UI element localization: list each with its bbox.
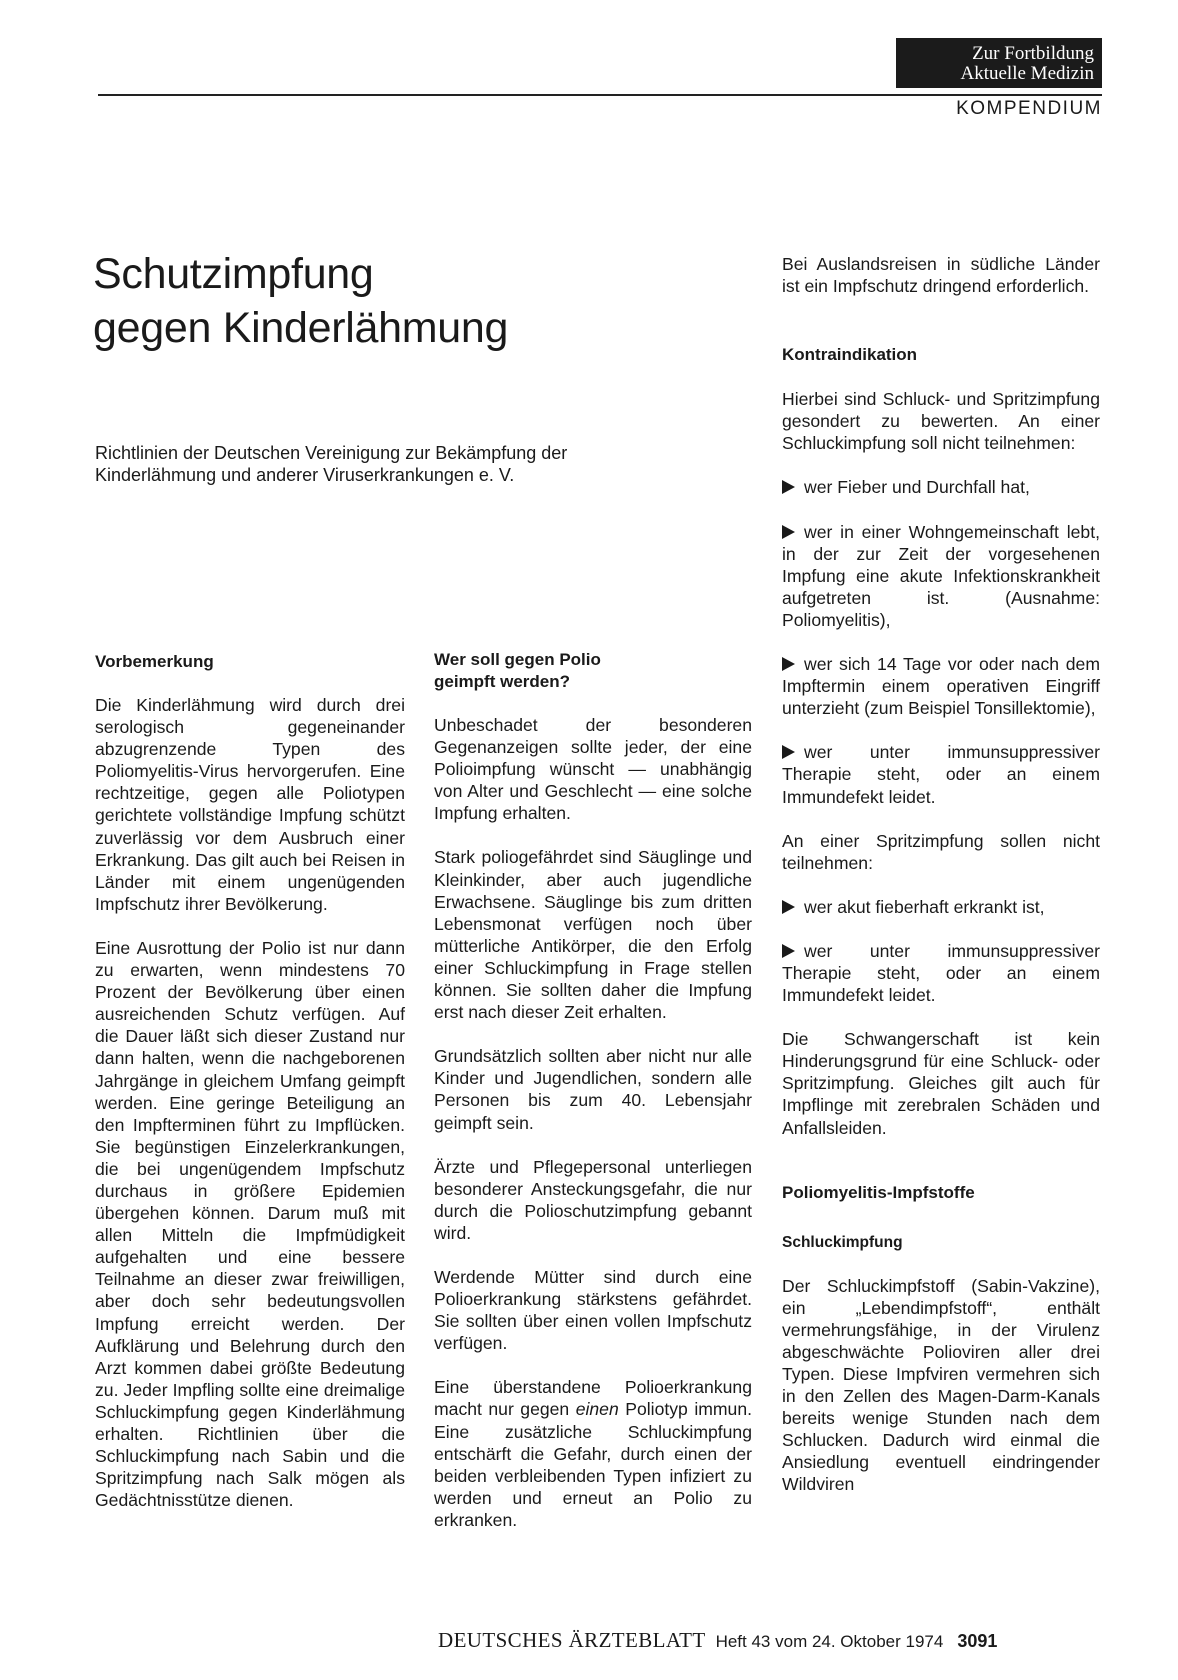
heading-wer-soll [434, 649, 752, 693]
bullet-text: wer akut fieberhaft erkrankt ist, [804, 896, 1045, 917]
paragraph: Stark poliogefährdet sind Säuglinge und Kleinkinder, aber auch jugendliche Erwachsene. Säuglinge bis zum dritten Lebensmonat verfügen noch über mütterliche Antikörper, die den Erfolg einer Schluckimpfung in Frage stellen können. Sie sollten daher die Impfung erst nach dieser Zeit erhalten. [434, 847, 752, 1023]
column-2 [434, 649, 752, 1553]
paragraph: Grundsätzlich sollten aber nicht nur alle Kinder und Jugendlichen, sondern alle Personen bis zum 40. Lebensjahr geimpft sein. [434, 1046, 752, 1133]
bullet-text: wer in einer Wohngemeinschaft lebt, in der zur Zeit der vorgesehenen Impfung eine akute Infektionskrankheit aufgetreten ist. (Ausnahme: Poliomyelitis), [782, 521, 1100, 630]
issue-info: Heft 43 vom 24. Oktober 1974 [715, 1632, 944, 1651]
bullet-item [782, 521, 1100, 631]
emphasis-einen: einen [575, 1399, 619, 1420]
badge-line-1: Zur Fortbildung [972, 43, 1094, 64]
paragraph: Ärzte und Pflegepersonal unterliegen besonderer Ansteckungsgefahr, die nur durch die Polioschutzimpfung gebannt wird. [434, 1156, 752, 1243]
bullet-text: wer Fieber und Durchfall hat, [804, 477, 1030, 498]
title-line-1: Schutzimpfung [93, 250, 374, 298]
column-1 [95, 651, 405, 1533]
bullet-text: wer sich 14 Tage vor oder nach dem Impftermin einem operativen Eingriff unterzieht (zum Beispiel Tonsillektomie), [782, 654, 1100, 719]
title-line-2: gegen Kinderlähmung [93, 304, 509, 352]
bullet-item [782, 476, 1100, 498]
triangle-bullet-icon [782, 480, 795, 494]
paragraph: Eine Ausrottung der Polio ist nur dann zu erwarten, wenn mindestens 70 Prozent der Bevölkerung über einen ausreichenden Schutz verfügen. Auf die Dauer läßt sich dieser Zustand nur dann halten, wenn die nachgeborenen Jahrgänge in gleichem Umfang geimpft werden. Eine geringe Beteiligung an den Impfterminen führt zu Impflücken. Sie begünstigen Einzelerkrankungen, die bei ungenügendem Impfschutz durchaus in größere Epidemien übergehen können. Darum muß mit allen Mitteln die Impfmüdigkeit aufgehalten und eine bessere Teilnahme an dieser zwar freiwilligen, aber doch sehr bedeutungsvollen Impfung erreicht werden. Der Aufklärung und Belehrung durch den Arzt kommen dabei größte Bedeutung zu. Jeder Impfling sollte eine dreimalige Schluckimpfung gegen Kinderlähmung erhalten. Richtlinien über die Schluckimpfung nach Sabin und die Spritzimpfung nach Salk mögen als Gedächtnisstütze dienen. [95, 937, 405, 1511]
paragraph: An einer Spritzimpfung sollen nicht teilnehmen: [782, 830, 1100, 873]
heading-schluckimpfung: Schluckimpfung [782, 1233, 903, 1251]
bullet-text: wer unter immunsuppressiver Therapie steht, oder an einem Immundefekt leidet. [782, 742, 1100, 807]
paragraph: Hierbei sind Schluck- und Spritzimpfung gesondert zu bewerten. An einer Schluckimpfung soll nicht teilnehmen: [782, 389, 1100, 454]
bullet-item [782, 896, 1100, 918]
paragraph: Werdende Mütter sind durch eine Polioerkrankung stärkstens gefährdet. Sie sollten über einen vollen Impfschutz verfügen. [434, 1266, 752, 1354]
triangle-bullet-icon [782, 900, 795, 914]
series-badge [896, 38, 1102, 88]
heading-impfstoffe: Poliomyelitis-Impfstoffe [782, 1182, 975, 1202]
paragraph: Unbeschadet der besonderen Gegenanzeigen sollte jeder, der eine Polioimpfung wünscht — unabhängig von Alter und Geschlecht — eine solche Impfung erhalten. [434, 715, 752, 824]
triangle-bullet-icon [782, 525, 795, 539]
page-footer [438, 1628, 997, 1653]
text-run: Eine überstandene Polioerkrankung macht nur gegen [434, 1377, 752, 1420]
bullet-text: wer unter immunsuppressiver Therapie steht, oder an einem Immundefekt leidet. [782, 940, 1100, 1006]
paragraph: Der Schluckimpfstoff (Sabin-Vakzine), ein „Lebendimpfstoff“, enthält vermehrungsfähige, in der Virulenz abgeschwächte Polioviren aller drei Typen. Diese Impfviren vermehren sich in den Zellen des Magen-Darm-Kanals bereits wenige Stunden nach dem Schlucken. Dadurch wird einmal die Ansiedlung eventuell eindringender Wildviren [782, 1275, 1100, 1495]
article-subtitle: Richtlinien der Deutschen Vereinigung zur Bekämpfung der Kinderlähmung und anderer Viruserkrankungen e. V. [95, 443, 568, 485]
bullet-item [782, 653, 1100, 719]
bullet-item [782, 940, 1100, 1006]
heading-line-2: geimpft werden? [434, 672, 571, 691]
header-rule [98, 94, 1102, 96]
article-title [93, 247, 508, 355]
triangle-bullet-icon [782, 657, 795, 671]
page-number: 3091 [957, 1631, 998, 1651]
text-run: Poliotyp immun. Eine zusätzliche Schluckimpfung entschärft die Gefahr, durch einen der beiden verbleibenden Typen infiziert zu werden und erneut an Polio zu erkranken. [434, 1399, 752, 1530]
magazine-name: DEUTSCHES ÄRZTEBLATT [438, 1628, 706, 1652]
heading-line-1: Wer soll gegen Polio [434, 650, 601, 669]
triangle-bullet-icon [782, 745, 795, 759]
badge-line-2: Aktuelle Medizin [960, 63, 1094, 84]
paragraph: Die Kinderlähmung wird durch drei serologisch gegeneinander abzugrenzende Typen des Poliomyelitis-Virus hervorgerufen. Eine rechtzeitige, gegen alle Poliotypen gerichtete vollständige Impfung schützt zuverlässig vor dem Ausbruch einer Erkrankung. Das gilt auch bei Reisen in Länder mit einem ungenügenden Impfschutz ihrer Bevölkerung. [95, 695, 405, 914]
lead-paragraph: Bei Auslandsreisen in südliche Länder ist ein Impfschutz dringend erforderlich. [782, 254, 1100, 297]
triangle-bullet-icon [782, 944, 795, 958]
paragraph: Die Schwangerschaft ist kein Hinderungsgrund für eine Schluck- oder Spritzimpfung. Gleiches gilt auch für Impflinge mit zerebralen Schäden und Anfallsleiden. [782, 1029, 1100, 1138]
section-label: KOMPENDIUM [956, 98, 1102, 119]
bullet-item [782, 741, 1100, 807]
column-3 [782, 253, 1100, 1518]
heading-vorbemerkung: Vorbemerkung [95, 652, 214, 671]
heading-kontraindikation: Kontraindikation [782, 345, 918, 365]
paragraph [434, 1376, 752, 1531]
